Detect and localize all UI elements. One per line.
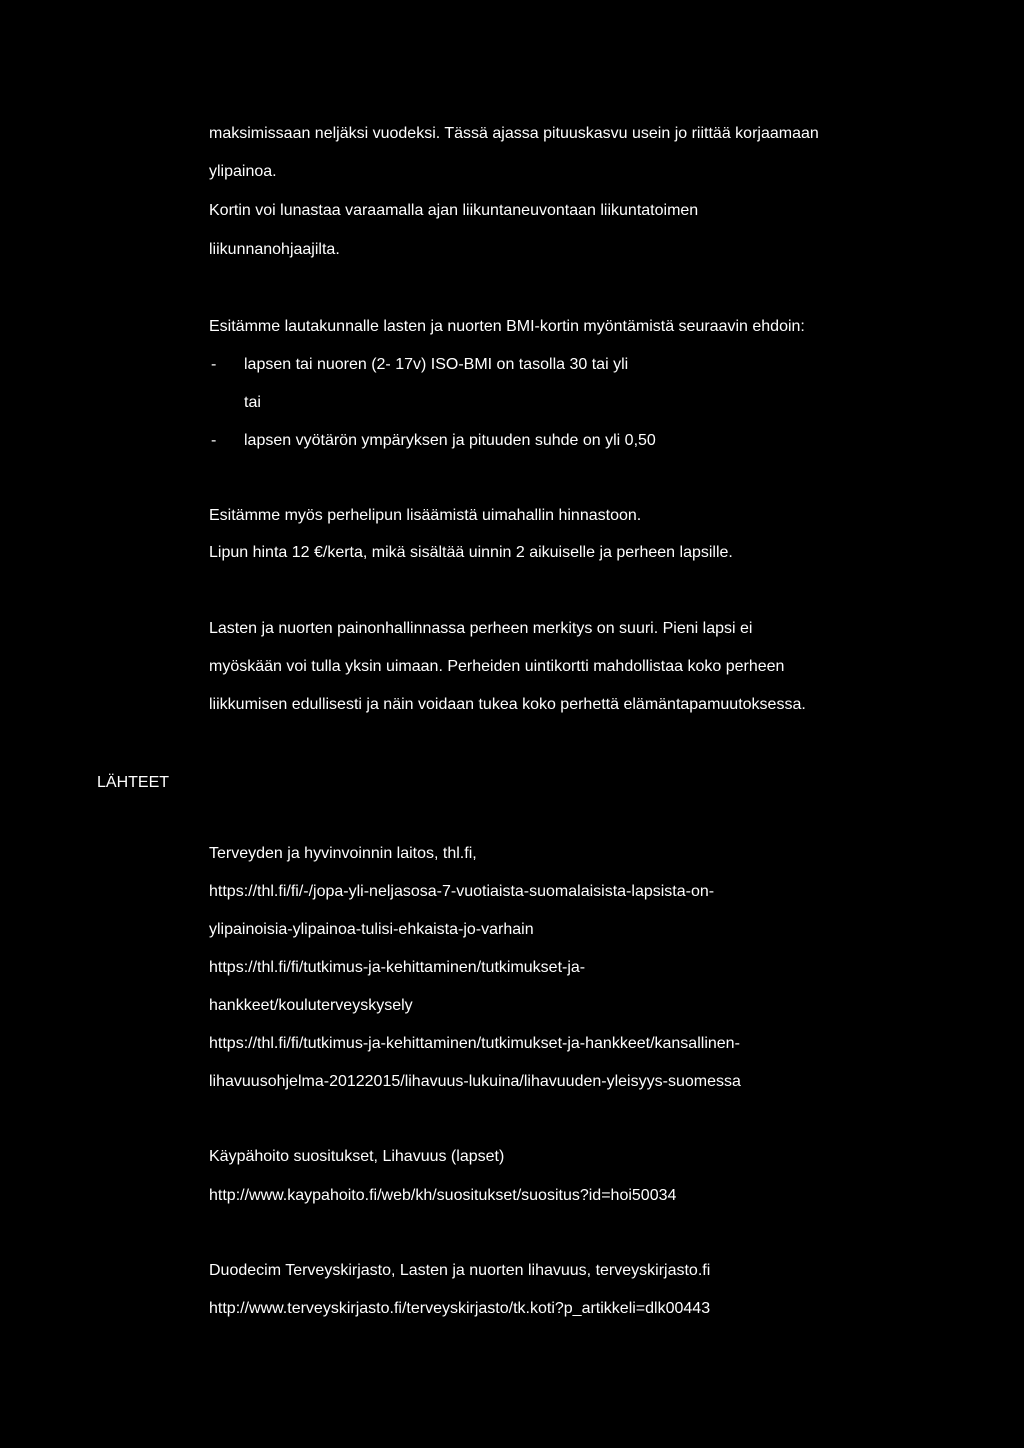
source-thl-url-1b: ylipainoisia-ylipainoa-tulisi-ehkaista-jo-varhain [209,921,534,938]
proposal-condition-1: lapsen tai nuoren (2- 17v) ISO-BMI on tasolla 30 tai yli [244,356,629,373]
source-thl-url-3a: https://thl.fi/fi/tutkimus-ja-kehittaminen/tutkimukset-ja-hankkeet/kansallinen- [209,1035,740,1052]
source-duodecim-title: Duodecim Terveyskirjasto, Lasten ja nuorten lihavuus, terveyskirjasto.fi [209,1262,711,1279]
family-role-line-3: liikkumisen edullisesti ja näin voidaan tukea koko perhettä elämäntapamuutoksessa. [209,696,806,713]
source-thl-url-2a: https://thl.fi/fi/tutkimus-ja-kehittaminen/tutkimukset-ja- [209,959,586,976]
family-ticket-line-2: Lipun hinta 12 €/kerta, mikä sisältää uinnin 2 aikuiselle ja perheen lapsille. [209,544,733,561]
family-role-line-2: myöskään voi tulla yksin uimaan. Perheiden uintikortti mahdollistaa koko perheen [209,658,785,675]
family-ticket-line-1: Esitämme myös perhelipun lisäämistä uimahallin hinnastoon. [209,507,642,524]
intro-line-1: maksimissaan neljäksi vuodeksi. Tässä ajassa pituuskasvu usein jo riittää korjaamaan [209,125,819,142]
intro-line-4: liikunnanohjaajilta. [209,241,340,258]
source-duodecim-url: http://www.terveyskirjasto.fi/terveyskirjasto/tk.koti?p_artikkeli=dlk00443 [209,1300,711,1317]
bullet-dash-1: - [211,356,217,373]
sources-heading: LÄHTEET [97,774,170,791]
source-kaypahoito-url: http://www.kaypahoito.fi/web/kh/suositukset/suositus?id=hoi50034 [209,1187,677,1204]
proposal-lead: Esitämme lautakunnalle lasten ja nuorten BMI-kortin myöntämistä seuraavin ehdoin: [209,318,805,335]
source-kaypahoito-title: Käypähoito suositukset, Lihavuus (lapset) [209,1148,505,1165]
intro-line-3: Kortin voi lunastaa varaamalla ajan liikuntaneuvontaan liikuntatoimen [209,202,699,219]
proposal-connector: tai [244,394,261,411]
source-thl-title: Terveyden ja hyvinvoinnin laitos, thl.fi, [209,845,477,862]
proposal-condition-2: lapsen vyötärön ympäryksen ja pituuden suhde on yli 0,50 [244,432,656,449]
family-role-line-1: Lasten ja nuorten painonhallinnassa perheen merkitys on suuri. Pieni lapsi ei [209,620,753,637]
source-thl-url-2b: hankkeet/kouluterveyskysely [209,997,413,1014]
source-thl-url-3b: lihavuusohjelma-20122015/lihavuus-lukuina/lihavuuden-yleisyys-suomessa [209,1073,741,1090]
bullet-dash-2: - [211,432,217,449]
intro-line-2: ylipainoa. [209,163,277,180]
source-thl-url-1a: https://thl.fi/fi/-/jopa-yli-neljasosa-7-vuotiaista-suomalaisista-lapsista-on- [209,883,715,900]
